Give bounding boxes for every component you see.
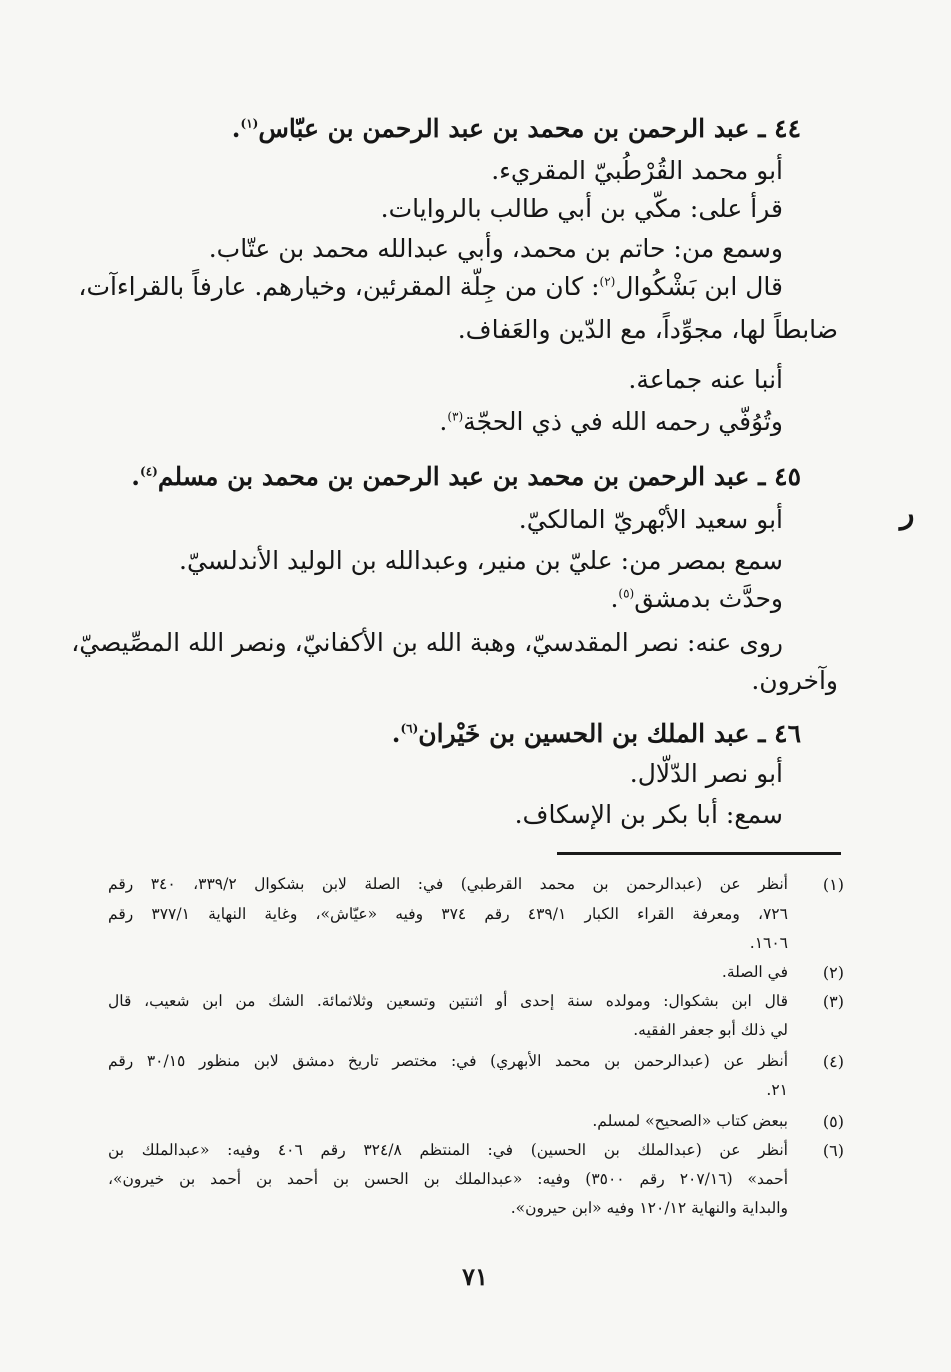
entry-line: سمع: أبا بكر بن الإسكاف. (514, 800, 783, 829)
footnote-line: ٢١. (766, 1081, 788, 1099)
footnote-number: (٣) (822, 992, 844, 1011)
entry-line: وآخرون. (751, 666, 838, 695)
entry-heading: ٤٦ ـ عبد الملك بن الحسين بن خَيْران$^{(٦)}$. (391, 719, 801, 748)
entry-line: قال ابن بَشْكُوال$^{(٢)}$: كان من جِلّة المقرئين، وخيارهم. عارفاً بالقراءآت، (78, 272, 783, 301)
entry-line: سمع بمصر من: عليّ بن منير، وعبدالله بن الوليد الأندلسيّ. (179, 546, 783, 575)
footnote-number: (١) (822, 875, 844, 894)
footnote-number: (٤) (822, 1052, 844, 1071)
entry-line: أبو نصر الدّلّال. (629, 759, 783, 788)
footnote-line: ٧٢٦، ومعرفة القراء الكبار ٤٣٩/١ رقم ٣٧٤ وفيه «عيّاش»، وغاية النهاية ٣٧٧/١ رقم (108, 905, 788, 923)
entry-line: أبو سعيد الأبْهريّ المالكيّ. (518, 505, 783, 534)
footnote-ref: (٥) (618, 586, 635, 601)
footnote-number: (٥) (822, 1112, 844, 1131)
entry-line: روى عنه: نصر المقدسيّ، وهبة الله بن الأكفانيّ، ونصر الله المصِّيصيّ، (71, 628, 783, 657)
entry-line: وسمع من: حاتم بن محمد، وأبي عبدالله محمد بن عتّاب. (208, 234, 783, 263)
entry-line: أنبا عنه جماعة. (628, 365, 783, 394)
footnote-number: (٦) (822, 1141, 844, 1160)
footnote-ref: (٤) (140, 464, 158, 479)
footnote-number: (٢) (822, 963, 844, 982)
entry-heading: ٤٥ ـ عبد الرحمن بن محمد بن عبد الرحمن بن محمد بن مسلم$^{(٤)}$. (131, 462, 801, 491)
footnote-line: أحمد» (٢٠٧/١٦ رقم ٣٥٠٠) وفيه: «عبدالملك بن الحسن بن أحمد بن أحمد بن خيرون»، (108, 1170, 788, 1188)
footnote-ref: (٣) (447, 409, 464, 424)
entry-line: ضابطاً لها، مجوِّداً، مع الدّين والعَفاف. (457, 315, 838, 344)
page-number: ٧١ (462, 1262, 488, 1291)
entry-line: أبو محمد القُرْطُبيّ المقريء. (491, 156, 783, 185)
footnote-ref: (٦) (400, 721, 419, 736)
entry-heading: ٤٤ ـ عبد الرحمن بن محمد بن عبد الرحمن بن عبّاس$^{(١)}$. (231, 114, 801, 143)
footnote-line: في الصلة. (721, 963, 788, 981)
footnote-line: ببعض كتاب «الصحيح» لمسلم. (592, 1112, 788, 1130)
footnote-ref: (١) (240, 116, 259, 131)
entry-line: قرأ على: مكّي بن أبي طالب بالروايات. (380, 194, 783, 223)
footnote-line: قال ابن بشكوال: ومولده سنة إحدى أو اثنتين وتسعين وثلاثمائة. الشك من ابن شعيب، قال (108, 992, 788, 1010)
footnote-line: أنظر عن (عبدالرحمن بن محمد الأبهري) في: مختصر تاريخ دمشق لابن منظور ٣٠/١٥ رقم (108, 1052, 788, 1070)
margin-mark: ر (900, 496, 915, 531)
footnote-divider (557, 852, 841, 855)
entry-line: وتُوُفّي رحمه الله في ذي الحجّة$^{(٣)}$. (439, 407, 783, 436)
footnote-line: أنظر عن (عبدالملك بن الحسين) في: المنتظم ٣٢٤/٨ رقم ٤٠٦ وفيه: «عبدالملك بن (108, 1141, 788, 1159)
footnote-line: أنظر عن (عبدالرحمن بن محمد القرطبي) في: الصلة لابن بشكوال ٣٣٩/٢، ٣٤٠ رقم (108, 875, 788, 893)
footnote-line: لي ذلك أبو جعفر الفقيه. (633, 1021, 788, 1039)
entry-line: وحدَّث بدمشق$^{(٥)}$. (610, 584, 783, 613)
footnote-line: والبداية والنهاية ١٢٠/١٢ وفيه «ابن حيرون». (510, 1199, 788, 1217)
footnote-ref: (٢) (599, 274, 616, 289)
footnote-line: ١٦٠٦. (749, 934, 788, 952)
